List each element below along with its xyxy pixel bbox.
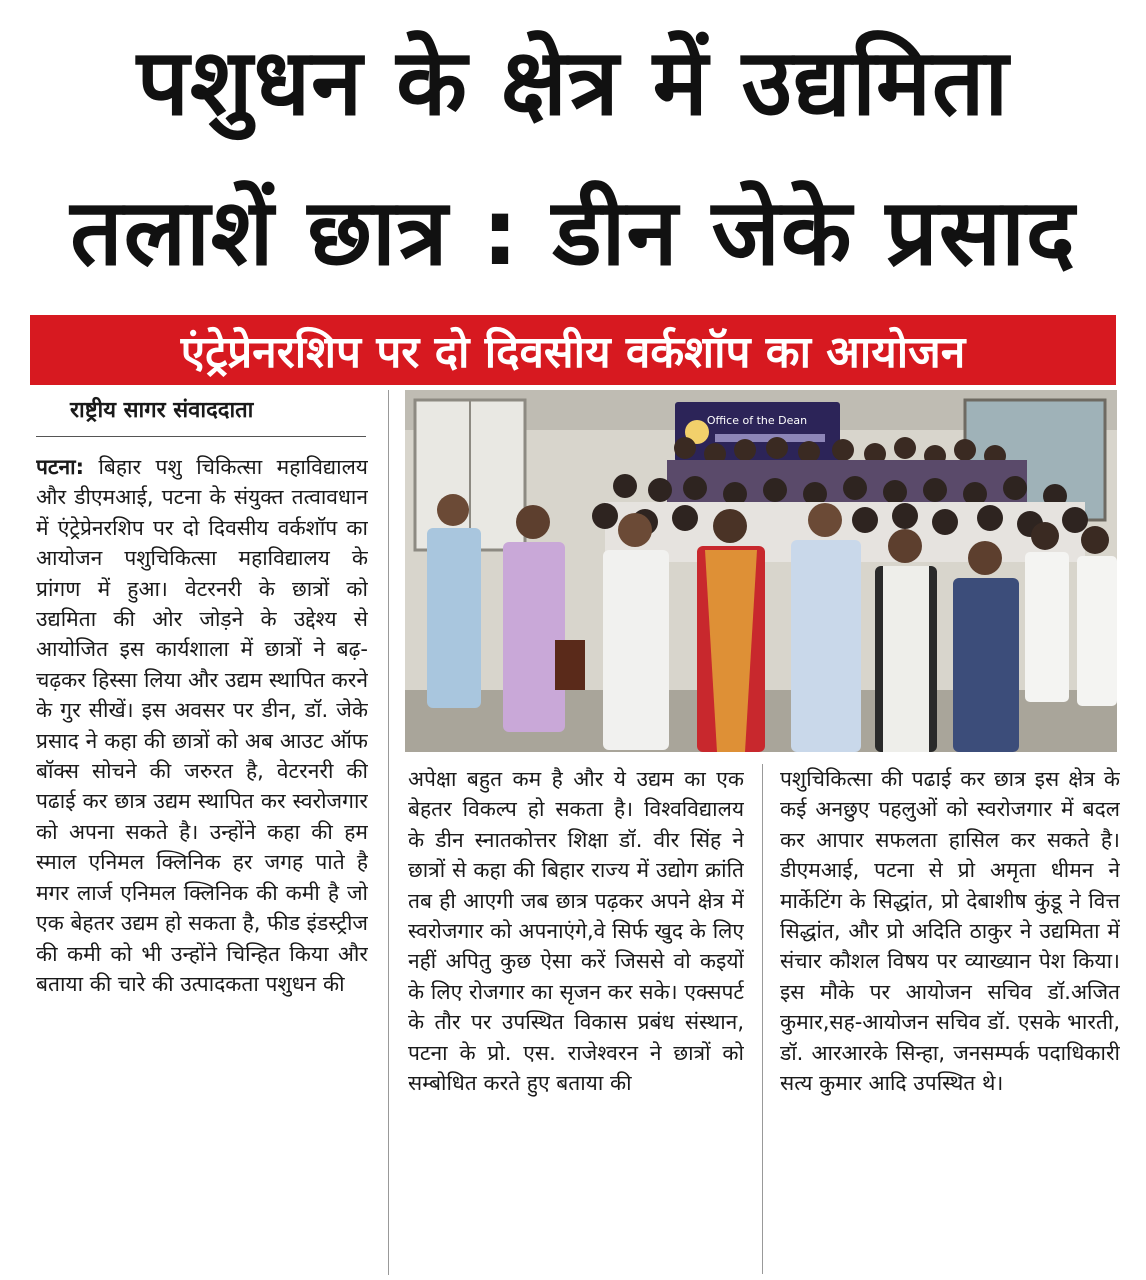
headline-line-1: पशुधन के क्षेत्र में उद्यमिता xyxy=(136,29,1010,136)
article-column-1 xyxy=(36,452,368,1274)
dateline: पटना: xyxy=(36,455,85,479)
column-divider xyxy=(762,764,763,1274)
group-photo-illustration xyxy=(405,390,1117,752)
article-column-3 xyxy=(780,764,1120,1274)
subheadline-banner xyxy=(30,315,1116,385)
headline-line-2: तलाशें छात्र : डीन जेके प्रसाद xyxy=(70,179,1076,286)
article-column-1-text: बिहार पशु चिकित्सा महाविद्यालय और डीएमआई, पटना के संयुक्त तत्वावधान में एंट्रेप्रेनरशिप पर दो दिवसीय वर्कशॉप का आयोजन पशुचिकित्सा महाविद्यालय के प्रांगण में हुआ। वेटरनरी के छात्रों को उद्यमिता की ओर जोड़ने के उद्देश्य से आयोजित इस कार्यशाला में छात्रों ने बढ़-चढ़कर हिस्सा लिया और उद्यम स्थापित करने के गुर सीखें। इस अवसर पर डीन, डॉ. जेके प्रसाद ने कहा की छात्रों को अब आउट ऑफ बॉक्स सोचने की जरुरत है, वेटरनरी की पढाई कर छात्र उद्यम स्थापित कर स्वरोजगार को अपना सकते है। उन्होंने कहा की हम स्माल एनिमल क्लिनिक हर जगह पाते है मगर लार्ज एनिमल क्लिनिक की कमी है जो एक बेहतर उद्यम हो सकता है, फीड इंडस्ट्रीज की कमी को भी उन्होंने चिन्हित किया और बताया की चारे की उत्पादकता पशुधन की xyxy=(36,455,368,996)
sign-text: Office of the Dean xyxy=(706,414,808,427)
byline-divider xyxy=(36,436,366,437)
byline: राष्ट्रीय सागर संवाददाता xyxy=(70,398,254,423)
subheadline-text: एंट्रेप्रेनरशिप पर दो दिवसीय वर्कशॉप का आयोजन xyxy=(180,327,966,378)
article-column-2 xyxy=(408,764,744,1274)
group-photo xyxy=(405,390,1117,752)
article-column-2-text: अपेक्षा बहुत कम है और ये उद्यम का एक बेहतर विकल्प हो सकता है। विश्वविद्यालय के डीन स्नातकोत्तर शिक्षा डॉ. वीर सिंह ने छात्रों से कहा की बिहार राज्य में उद्योग क्रांति तब ही आएगी जब छात्र पढ़कर अपने क्षेत्र में स्वरोजगार को अपनाएंगे,वे सिर्फ खुद के लिए नहीं अपितु कुछ ऐसा करें जिससे वो कइयों के लिए रोजगार का सृजन कर सके। एक्सपर्ट के तौर पर उपस्थित विकास प्रबंध संस्थान, पटना के प्रो. एस. राजेश्वरन ने छात्रों को सम्बोधित करते हुए बताया की xyxy=(408,767,744,1096)
article-column-3-text: पशुचिकित्सा की पढाई कर छात्र इस क्षेत्र के कई अनछुए पहलुओं को स्वरोजगार में बदल कर आपार सफलता हासिल कर सकते है। डीएमआई, पटना से प्रो अमृता धीमन ने मार्केटिंग के सिद्धांत, प्रो देबाशीष कुंडू ने वित्त सिद्धांत, और प्रो अदिति ठाकुर ने उद्यमिता में संचार कौशल विषय पर व्याख्यान पेश किया। इस मौके पर आयोजन सचिव डॉ.अजित कुमार,सह-आयोजन सचिव डॉ. एसके भारती, डॉ. आरआरके सिन्हा, जनसम्पर्क पदाधिकारी सत्य कुमार आदि उपस्थित थे। xyxy=(780,767,1120,1096)
column-divider xyxy=(388,390,389,1275)
